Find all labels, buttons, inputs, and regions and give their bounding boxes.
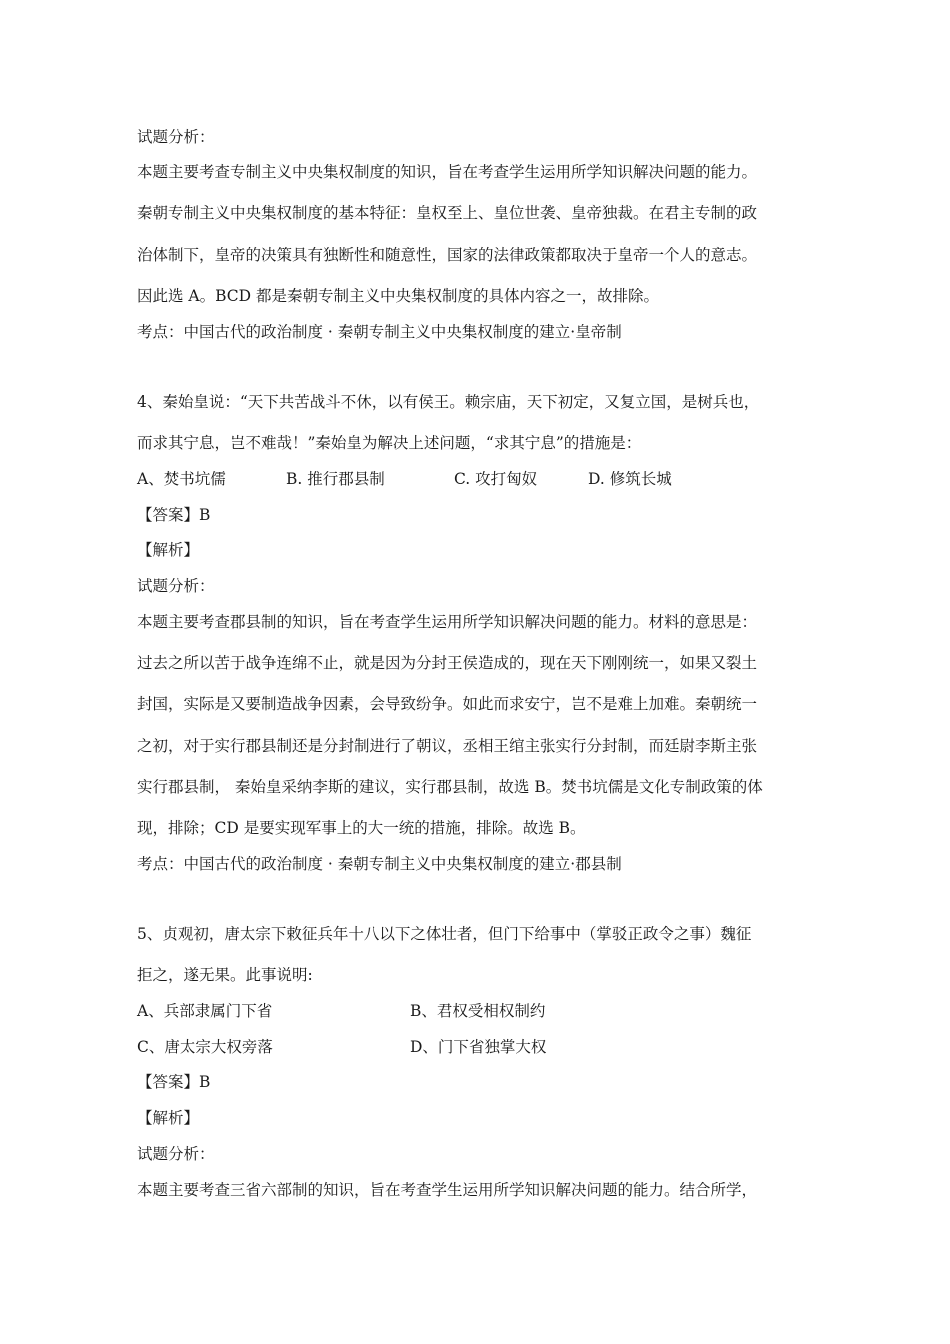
q3-analysis-line-4: 因此选 A。BCD 都是秦朝专制主义中央集权制度的具体内容之一，故排除。 xyxy=(137,287,660,305)
q3-kaodian: 考点：中国古代的政治制度 · 秦朝专制主义中央集权制度的建立·皇帝制 xyxy=(137,323,622,341)
q3-analysis-line-3: 治体制下，皇帝的决策具有独断性和随意性，国家的法律政策都取决于皇帝一个人的意志。 xyxy=(137,246,758,264)
q4-analysis-line-6: 现，排除；CD 是要实现军事上的大一统的措施，排除。故选 B。 xyxy=(137,819,586,837)
q4-option-b: B. 推行郡县制 xyxy=(286,470,385,488)
q4-analysis-line-5: 实行郡县制， 秦始皇采纳李斯的建议，实行郡县制，故选 B。焚书坑儒是文化专制政策的体 xyxy=(137,778,763,796)
q5-answer: 【答案】B xyxy=(137,1073,211,1091)
q3-analysis-line-2: 秦朝专制主义中央集权制度的基本特征：皇权至上、皇位世袭、皇帝独裁。在君主专制的政 xyxy=(137,204,758,222)
q5-stem-line-1: 5、贞观初，唐太宗下敕征兵年十八以下之体壮者，但门下给事中（掌驳正政令之事）魏征 xyxy=(137,925,752,943)
q3-analysis-heading: 试题分析： xyxy=(137,128,215,146)
q4-kaodian: 考点：中国古代的政治制度 · 秦朝专制主义中央集权制度的建立·郡县制 xyxy=(137,855,622,873)
q4-analysis-line-1: 本题主要考查郡县制的知识，旨在考查学生运用所学知识解决问题的能力。材料的意思是： xyxy=(137,613,758,631)
q5-stem-line-2: 拒之，遂无果。此事说明: xyxy=(137,966,313,984)
q4-answer: 【答案】B xyxy=(137,506,211,524)
q3-analysis-line-1: 本题主要考查专制主义中央集权制度的知识，旨在考查学生运用所学知识解决问题的能力。 xyxy=(137,163,758,181)
q4-analysis-line-3: 封国，实际是又要制造战争因素，会导致纷争。如此而求安宁，岂不是难上加难。秦朝统一 xyxy=(137,695,758,713)
q4-jiexi: 【解析】 xyxy=(137,541,200,559)
q4-option-c: C. 攻打匈奴 xyxy=(454,470,538,488)
q5-option-a: A、兵部隶属门下省 xyxy=(137,1002,273,1020)
q5-option-d: D、门下省独掌大权 xyxy=(410,1038,547,1056)
q4-stem-line-2: 而求其宁息，岂不难哉！”秦始皇为解决上述问题，“求其宁息”的措施是： xyxy=(137,434,642,452)
q4-analysis-line-2: 过去之所以苦于战争连绵不止，就是因为分封王侯造成的，现在天下刚刚统一，如果又裂土 xyxy=(137,654,758,672)
q4-stem-line-1: 4、秦始皇说：“天下共苦战斗不休，以有侯王。赖宗庙，天下初定，又复立国，是树兵也， xyxy=(137,393,760,411)
q5-option-c: C、唐太宗大权旁落 xyxy=(137,1038,273,1056)
q4-option-d: D. 修筑长城 xyxy=(588,470,672,488)
q4-analysis-heading: 试题分析： xyxy=(137,577,215,595)
q5-option-b: B、君权受相权制约 xyxy=(410,1002,546,1020)
q5-analysis-line-1: 本题主要考查三省六部制的知识，旨在考查学生运用所学知识解决问题的能力。结合所学， xyxy=(137,1181,758,1199)
q4-analysis-line-4: 之初，对于实行郡县制还是分封制进行了朝议，丞相王绾主张实行分封制，而廷尉李斯主张 xyxy=(137,737,758,755)
q4-option-a: A、焚书坑儒 xyxy=(137,470,226,488)
q5-jiexi: 【解析】 xyxy=(137,1109,200,1127)
q5-analysis-heading: 试题分析： xyxy=(137,1145,215,1163)
